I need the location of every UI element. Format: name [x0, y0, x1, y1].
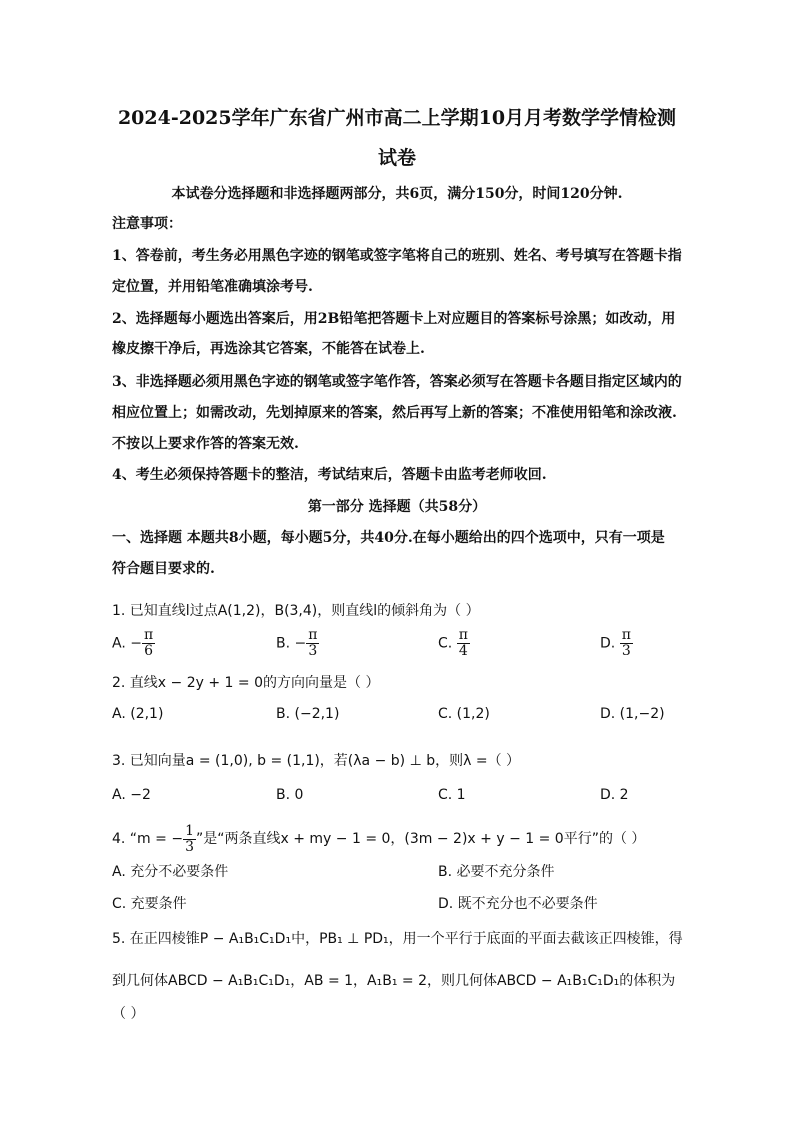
exam-title-line1: 2024-2025学年广东省广州市高二上学期10月月考数学学情检测	[117, 107, 677, 129]
q4-stem-suffix: ”是“两条直线x + my − 1 = 0，(3m − 2)x + y − 1 = 0平行”的（ ）	[195, 831, 646, 847]
q4-option-a: A. 充分不必要条件	[112, 864, 229, 880]
q3-option-b: B. 0	[276, 787, 304, 803]
fraction-numerator: π	[621, 627, 631, 643]
notes-heading: 注意事项：	[112, 216, 182, 232]
q2-option-a: A. (2,1)	[112, 706, 164, 722]
option-label: A.	[112, 635, 126, 652]
q4-fraction	[183, 824, 196, 855]
notes-line: 相应位置上；如需改动，先划掉原来的答案，然后再写上新的答案；不准使用铅笔和涂改液.	[112, 405, 677, 421]
q2-option-c: C. (1,2)	[438, 706, 490, 722]
question-5-line1: 5. 在正四棱锥P − A₁B₁C₁D₁中，PB₁ ⊥ PD₁，用一个平行于底面的平面去截该正四棱锥，得	[112, 931, 683, 947]
section-heading-line1: 一、选择题 本题共8小题，每小题5分，共40分.在每小题给出的四个选项中，只有一项是	[112, 530, 665, 546]
q1-option-a	[112, 628, 155, 659]
option-fraction	[306, 628, 319, 659]
q1-option-d	[600, 628, 633, 659]
q4-option-d: D. 既不充分也不必要条件	[438, 896, 598, 912]
notes-line: 1、答卷前，考生务必用黑色字迹的钢笔或签字笔将自己的班别、姓名、考号填写在答题卡指	[112, 248, 682, 264]
notes-line: 2、选择题每小题选出答案后，用2B铅笔把答题卡上对应题目的答案标号涂黑；如改动，用	[112, 311, 676, 327]
fraction-numerator: π	[143, 627, 154, 643]
notes-line: 4、考生必须保持答题卡的整洁，考试结束后，答题卡由监考老师收回.	[112, 467, 547, 483]
question-1-stem: 1. 已知直线l过点A(1,2)，B(3,4)，则直线l的倾斜角为（ ）	[112, 603, 480, 619]
fraction-numerator: π	[308, 627, 318, 643]
option-label: B.	[276, 635, 291, 652]
option-fraction	[457, 628, 470, 659]
question-5-line3: （ ）	[112, 1006, 145, 1022]
notes-line: 定位置，并用铅笔准确填涂考号.	[112, 279, 313, 295]
exam-title-line2: 试卷	[377, 147, 416, 169]
option-sign: −	[130, 635, 142, 652]
q4-option-b: B. 必要不充分条件	[438, 864, 555, 880]
option-sign: −	[294, 635, 307, 652]
fraction-denominator: 6	[144, 643, 154, 659]
option-label: C.	[438, 635, 453, 652]
question-3-stem: 3. 已知向量a = (1,0), b = (1,1)，若(λa − b) ⊥ b，则λ =（ ）	[112, 753, 521, 769]
q2-option-b: B. (−2,1)	[276, 706, 340, 722]
q2-option-d: D. (1,−2)	[600, 706, 665, 722]
fraction-denominator: 3	[621, 643, 631, 659]
question-5-line2: 到几何体ABCD − A₁B₁C₁D₁，AB = 1，A₁B₁ = 2，则几何体ABCD − A₁B₁C₁D₁的体积为	[112, 973, 676, 989]
option-label: D.	[600, 635, 616, 652]
part-heading: 第一部分 选择题（共58分）	[307, 499, 487, 515]
question-2-stem: 2. 直线x − 2y + 1 = 0的方向向量是（ ）	[112, 675, 380, 691]
question-4-stem	[112, 822, 684, 856]
q4-option-c: C. 充要条件	[112, 896, 187, 912]
fraction-denominator: 3	[308, 643, 318, 659]
fraction-denominator: 3	[185, 838, 194, 855]
q4-stem-prefix: 4. “m = −	[112, 831, 184, 847]
notes-line: 橡皮擦干净后，再选涂其它答案，不能答在试卷上.	[112, 341, 425, 357]
section-heading-line2: 符合题目要求的.	[112, 561, 215, 577]
q1-option-b	[276, 628, 319, 659]
q1-option-c	[438, 628, 470, 659]
fraction-numerator: 1	[185, 822, 194, 839]
notes-line: 不按以上要求作答的答案无效.	[112, 436, 299, 452]
option-fraction	[142, 628, 155, 659]
fraction-numerator: π	[458, 627, 468, 643]
q3-option-d: D. 2	[600, 787, 629, 803]
fraction-denominator: 4	[458, 643, 468, 659]
exam-intro: 本试卷分选择题和非选择题两部分，共6页，满分150分，时间120分钟.	[171, 186, 623, 202]
q3-option-a: A. −2	[112, 787, 151, 803]
option-fraction	[620, 628, 633, 659]
notes-line: 3、非选择题必须用黑色字迹的钢笔或签字笔作答，答案必须写在答题卡各题目指定区域内的	[112, 374, 682, 390]
q3-option-c: C. 1	[438, 787, 466, 803]
